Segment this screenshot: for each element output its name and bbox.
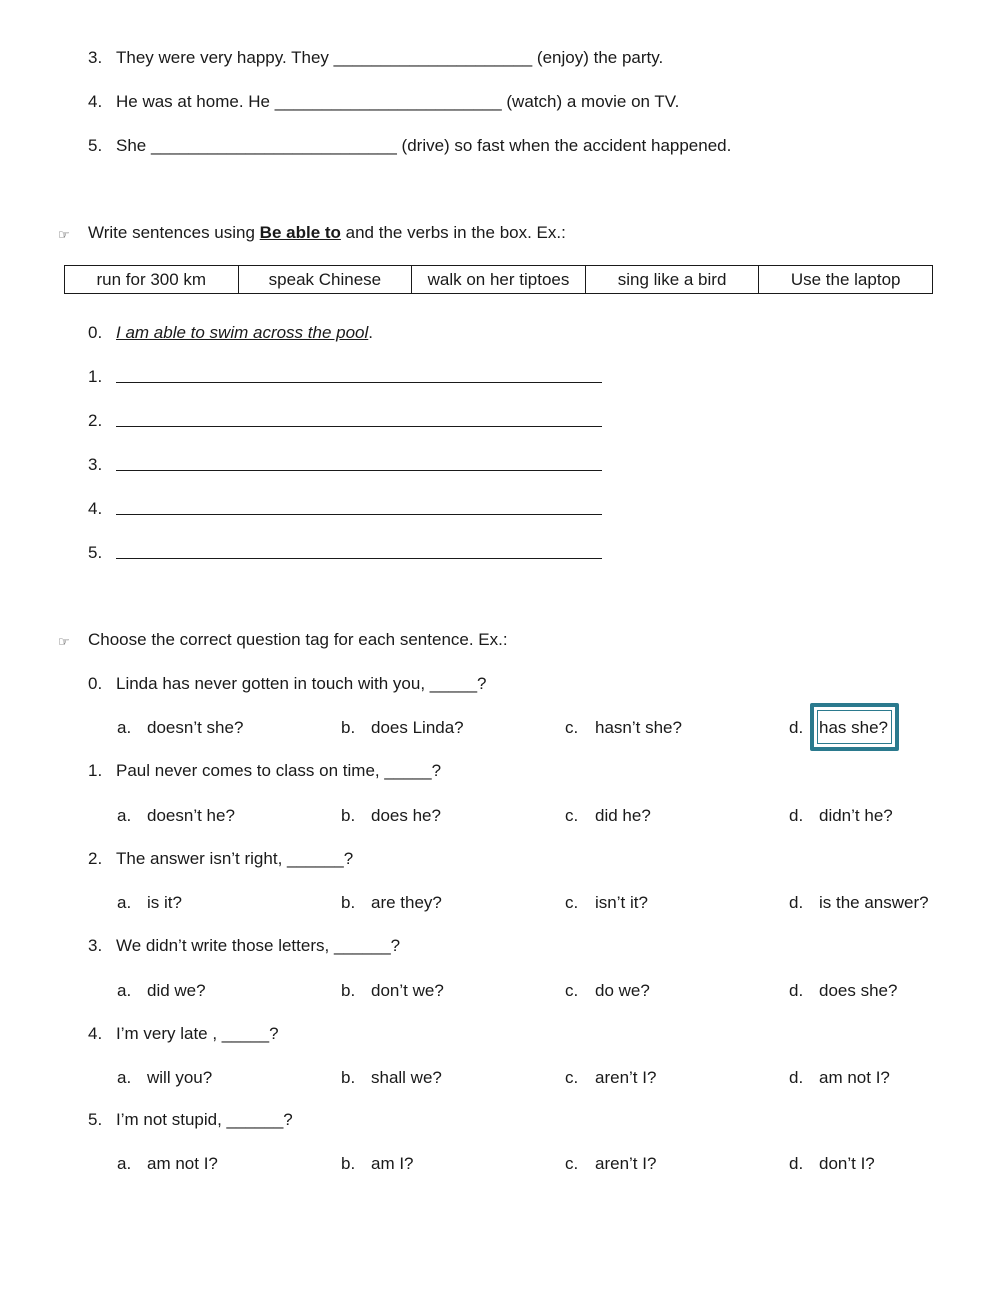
sentence-start: They were very happy. They [116, 48, 334, 67]
sentence-end: (drive) so fast when the accident happened. [396, 136, 732, 155]
tags-instruction [0, 629, 1000, 651]
item-number: 4. [88, 1024, 103, 1043]
option-letter: d. [789, 1068, 804, 1087]
answer-blank-line[interactable] [116, 454, 602, 471]
question-4-options [0, 1067, 1000, 1089]
option-text: don’t I? [819, 1154, 875, 1173]
question-3-options [0, 980, 1000, 1002]
option-a[interactable] [117, 1153, 218, 1175]
option-text: is the answer? [819, 893, 929, 912]
option-letter: a. [117, 1068, 132, 1087]
question-1 [0, 760, 1000, 782]
answer-line-4 [0, 498, 1000, 520]
option-c[interactable] [565, 805, 651, 827]
question-2 [0, 848, 1000, 870]
option-text: is it? [147, 893, 182, 912]
option-c[interactable] [565, 1153, 656, 1175]
pointing-hand-icon: ☞ [58, 227, 70, 242]
option-letter: d. [789, 893, 804, 912]
example-period: . [368, 323, 374, 342]
option-text: does Linda? [371, 718, 464, 737]
option-c[interactable] [565, 892, 648, 914]
sentence-end: (watch) a movie on TV. [501, 92, 680, 111]
option-letter: b. [341, 1154, 356, 1173]
option-letter: c. [565, 1154, 579, 1173]
option-text: did he? [595, 806, 651, 825]
option-d[interactable] [789, 1153, 875, 1175]
question-text: I’m not stupid, ______? [116, 1110, 293, 1129]
option-text: does she? [819, 981, 898, 1000]
verb-cell: walk on her tiptoes [412, 266, 586, 293]
option-text: don’t we? [371, 981, 444, 1000]
item-number: 4. [88, 92, 103, 111]
option-a[interactable] [117, 980, 206, 1002]
option-a[interactable] [117, 1067, 212, 1089]
option-letter: a. [117, 806, 132, 825]
question-2-options [0, 892, 1000, 914]
option-letter: c. [565, 981, 579, 1000]
question-text: I’m very late , _____? [116, 1024, 279, 1043]
item-number: 5. [88, 1110, 103, 1129]
question-text: Paul never comes to class on time, _____? [116, 761, 442, 780]
answer-line-1 [0, 366, 1000, 388]
item-number: 1. [88, 367, 103, 386]
option-text: am not I? [147, 1154, 218, 1173]
option-text: will you? [147, 1068, 213, 1087]
option-text: doesn’t he? [147, 806, 235, 825]
option-text: am not I? [819, 1068, 890, 1087]
option-b[interactable] [341, 805, 441, 827]
instruction-text: Choose the correct question tag for each sentence. Ex.: [88, 630, 508, 649]
option-c[interactable] [565, 1067, 656, 1089]
option-letter: a. [117, 893, 132, 912]
question-5 [0, 1109, 1000, 1131]
option-letter: c. [565, 718, 579, 737]
example-text: I am able to swim across the pool [116, 323, 369, 342]
item-number: 5. [88, 136, 103, 155]
answer-blank-line[interactable] [116, 542, 602, 559]
instruction-keyword: Be able to [259, 223, 341, 242]
verb-cell: speak Chinese [239, 266, 413, 293]
verb-cell: run for 300 km [65, 266, 239, 293]
option-d[interactable] [789, 805, 893, 827]
fill-in-item-3 [0, 47, 1000, 69]
option-d[interactable] [789, 1067, 890, 1089]
option-b[interactable] [341, 717, 464, 739]
option-text: didn’t he? [819, 806, 893, 825]
option-letter: b. [341, 1068, 356, 1087]
answer-line-2 [0, 410, 1000, 432]
question-text: We didn’t write those letters, ______? [116, 936, 401, 955]
sentence-start: He was at home. He [116, 92, 275, 111]
question-text: The answer isn’t right, ______? [116, 849, 354, 868]
answer-blank[interactable]: ________________________ [274, 92, 502, 111]
option-text: did we? [147, 981, 206, 1000]
fill-in-item-4 [0, 91, 1000, 113]
option-letter: b. [341, 893, 356, 912]
instruction-end: and the verbs in the box. Ex.: [340, 223, 566, 242]
selected-answer-highlight [810, 703, 899, 751]
option-b[interactable] [341, 980, 444, 1002]
sentence-start: She [116, 136, 151, 155]
verb-cell: Use the laptop [790, 270, 901, 289]
item-number: 5. [88, 543, 103, 562]
option-letter: d. [789, 718, 804, 737]
item-number: 0. [88, 323, 103, 342]
option-letter: a. [117, 981, 132, 1000]
answer-blank-line[interactable] [116, 366, 602, 383]
option-a[interactable] [117, 892, 182, 914]
fill-in-item-5 [0, 135, 1000, 157]
option-letter: d. [789, 981, 804, 1000]
option-text: are they? [371, 893, 442, 912]
option-text: aren’t I? [595, 1068, 657, 1087]
option-text: aren’t I? [595, 1154, 657, 1173]
item-number: 0. [88, 674, 103, 693]
item-number: 3. [88, 48, 103, 67]
option-letter: c. [565, 806, 579, 825]
answer-blank[interactable]: _____________________ [333, 48, 533, 67]
verb-box [64, 265, 933, 294]
option-letter: c. [565, 1068, 579, 1087]
option-text: does he? [371, 806, 441, 825]
option-text: isn’t it? [595, 893, 648, 912]
question-text: Linda has never gotten in touch with you, _____? [116, 674, 487, 693]
example-sentence [0, 322, 1000, 344]
option-text: shall we? [371, 1068, 442, 1087]
sentence-end: (enjoy) the party. [532, 48, 664, 67]
item-number: 1. [88, 761, 103, 780]
option-a[interactable] [117, 805, 235, 827]
option-letter: d. [789, 806, 804, 825]
answer-blank[interactable]: __________________________ [150, 136, 397, 155]
option-letter: a. [117, 718, 132, 737]
option-d[interactable] [789, 980, 897, 1002]
option-d[interactable] [789, 892, 929, 914]
option-letter: d. [789, 1154, 804, 1173]
option-letter: a. [117, 1154, 132, 1173]
answer-line-5 [0, 542, 1000, 564]
instruction-start: Write sentences using [88, 223, 260, 242]
option-text: do we? [595, 981, 650, 1000]
answer-blank-line[interactable] [116, 498, 602, 515]
option-letter: b. [341, 981, 356, 1000]
item-number: 2. [88, 849, 103, 868]
option-text: hasn’t she? [595, 718, 682, 737]
option-letter: c. [565, 893, 579, 912]
option-a[interactable] [117, 717, 243, 739]
option-c[interactable] [565, 980, 650, 1002]
item-number: 3. [88, 936, 103, 955]
question-4 [0, 1023, 1000, 1045]
option-c[interactable] [565, 717, 682, 739]
question-0 [0, 673, 1000, 695]
option-b[interactable] [341, 892, 442, 914]
pointing-hand-icon: ☞ [58, 634, 70, 649]
option-b[interactable] [341, 1153, 414, 1175]
verb-cell: sing like a bird [586, 266, 760, 293]
option-text: doesn’t she? [147, 718, 244, 737]
answer-line-3 [0, 454, 1000, 476]
option-text: am I? [371, 1154, 414, 1173]
option-text: has she? [819, 718, 888, 737]
item-number: 2. [88, 411, 103, 430]
answer-blank-line[interactable] [116, 410, 602, 427]
question-1-options [0, 805, 1000, 827]
item-number: 3. [88, 455, 103, 474]
question-3 [0, 935, 1000, 957]
be-able-instruction [0, 222, 1000, 244]
option-letter: b. [341, 718, 356, 737]
option-b[interactable] [341, 1067, 442, 1089]
option-letter: b. [341, 806, 356, 825]
item-number: 4. [88, 499, 103, 518]
question-5-options [0, 1153, 1000, 1175]
